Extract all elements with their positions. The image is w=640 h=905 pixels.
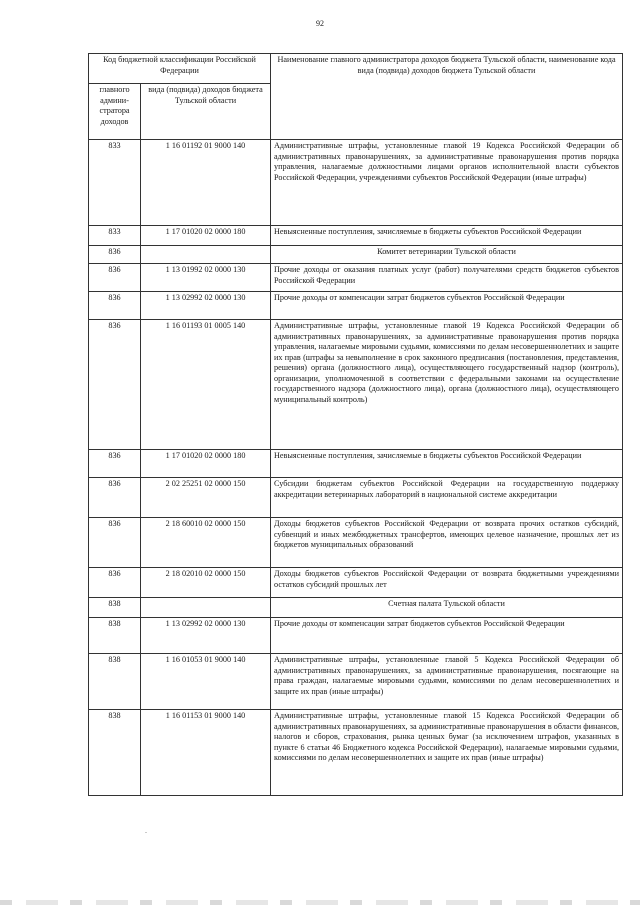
table-row xyxy=(89,710,623,796)
table-body xyxy=(89,140,623,796)
income-code-cell: 2 18 02010 02 0000 150 xyxy=(141,568,271,598)
table-row xyxy=(89,292,623,320)
income-name-cell: Административные штрафы, установленные главой 15 Кодекса Российской Федерации об административных правонарушениях, за административные правонарушения в области финансов, налогов и сборов, страхования, рынка ценных бумаг (за исключением штрафов, указанных в пункте 6 статьи 46 Бюджетного кодекса Российской Федерации), налагаемые мировыми судьями, комиссиями по делам несовершеннолетних и защите их прав (иные штрафы) xyxy=(271,710,623,796)
header-name-group: Наименование главного администратора доходов бюджета Тульской области, наименование кода вида (подвида) доходов бюджета Тульской области xyxy=(271,54,623,140)
administrator-section-title: Комитет ветеринарии Тульской области xyxy=(271,246,623,264)
income-name-cell: Невыясненные поступления, зачисляемые в бюджеты субъектов Российской Федерации xyxy=(271,226,623,246)
header-admin-column: главного админи-стратора доходов xyxy=(89,84,141,140)
admin-code-cell: 836 xyxy=(89,518,141,568)
admin-code-cell: 836 xyxy=(89,264,141,292)
scan-edge-artifact xyxy=(0,900,640,905)
table-row xyxy=(89,450,623,478)
admin-code-cell: 836 xyxy=(89,246,141,264)
table-row xyxy=(89,568,623,598)
table-row xyxy=(89,320,623,450)
income-code-cell: 1 16 01192 01 9000 140 xyxy=(141,140,271,226)
income-code-cell: 1 16 01193 01 0005 140 xyxy=(141,320,271,450)
empty-code-cell xyxy=(141,246,271,264)
admin-code-cell: 836 xyxy=(89,568,141,598)
admin-code-cell: 836 xyxy=(89,292,141,320)
empty-code-cell xyxy=(141,598,271,618)
admin-code-cell: 836 xyxy=(89,478,141,518)
table-row xyxy=(89,264,623,292)
admin-code-cell: 838 xyxy=(89,710,141,796)
admin-code-cell: 838 xyxy=(89,654,141,710)
admin-code-cell: 838 xyxy=(89,598,141,618)
page-number: 92 xyxy=(316,19,324,28)
income-name-cell: Доходы бюджетов субъектов Российской Федерации от возврата бюджетными учреждениями остатков субсидий прошлых лет xyxy=(271,568,623,598)
table-row xyxy=(89,478,623,518)
table-row xyxy=(89,654,623,710)
income-name-cell: Доходы бюджетов субъектов Российской Федерации от возврата прочих остатков субсидий, субвенций и иных межбюджетных трансфертов, имеющих целевое назначение, прошлых лет из бюджетов муниципальных образований xyxy=(271,518,623,568)
income-code-cell: 2 18 60010 02 0000 150 xyxy=(141,518,271,568)
income-name-cell: Административные штрафы, установленные главой 5 Кодекса Российской Федерации об административных правонарушениях, за административные правонарушения, посягающие на права граждан, налагаемые мировыми судьями, комиссиями по делам несовершеннолетних и защите их прав (иные штрафы) xyxy=(271,654,623,710)
budget-classification-table xyxy=(88,53,623,796)
admin-code-cell: 836 xyxy=(89,320,141,450)
header-type-column: вида (подвида) доходов бюджета Тульской области xyxy=(141,84,271,140)
income-code-cell: 1 13 02992 02 0000 130 xyxy=(141,292,271,320)
income-code-cell: 1 16 01153 01 9000 140 xyxy=(141,710,271,796)
admin-code-cell: 833 xyxy=(89,226,141,246)
income-name-cell: Субсидии бюджетам субъектов Российской Федерации на государственную поддержку аккредитации ветеринарных лабораторий в национальной системе аккредитации xyxy=(271,478,623,518)
admin-code-cell: 836 xyxy=(89,450,141,478)
income-name-cell: Прочие доходы от компенсации затрат бюджетов субъектов Российской Федерации xyxy=(271,618,623,654)
table-row xyxy=(89,226,623,246)
income-name-cell: Административные штрафы, установленные главой 19 Кодекса Российской Федерации об административных правонарушениях, за административные правонарушения против порядка управления, налагаемые должностными лицами органов исполнительной власти субъектов Российской Федерации, учреждениями субъектов Российской Федерации (иные штрафы) xyxy=(271,140,623,226)
section-row xyxy=(89,598,623,618)
income-name-cell: Прочие доходы от оказания платных услуг (работ) получателями средств бюджетов субъектов Российской Федерации xyxy=(271,264,623,292)
income-code-cell: 1 17 01020 02 0000 180 xyxy=(141,226,271,246)
admin-code-cell: 833 xyxy=(89,140,141,226)
table-row xyxy=(89,518,623,568)
income-name-cell: Прочие доходы от компенсации затрат бюджетов субъектов Российской Федерации xyxy=(271,292,623,320)
scan-artifact-mark: . xyxy=(145,826,147,835)
income-code-cell: 2 02 25251 02 0000 150 xyxy=(141,478,271,518)
administrator-section-title: Счетная палата Тульской области xyxy=(271,598,623,618)
income-name-cell: Невыясненные поступления, зачисляемые в бюджеты субъектов Российской Федерации xyxy=(271,450,623,478)
income-code-cell: 1 16 01053 01 9000 140 xyxy=(141,654,271,710)
income-code-cell: 1 13 01992 02 0000 130 xyxy=(141,264,271,292)
section-row xyxy=(89,246,623,264)
table-row xyxy=(89,140,623,226)
income-code-cell: 1 17 01020 02 0000 180 xyxy=(141,450,271,478)
header-code-group: Код бюджетной классификации Российской Федерации xyxy=(89,54,271,84)
admin-code-cell: 838 xyxy=(89,618,141,654)
income-code-cell: 1 13 02992 02 0000 130 xyxy=(141,618,271,654)
table-header-row xyxy=(89,54,623,84)
income-name-cell: Административные штрафы, установленные главой 19 Кодекса Российской Федерации об административных правонарушениях, за административные правонарушения против порядка управления, налагаемые мировыми судьями, комиссиями по делам несовершеннолетних и защите их прав (штрафы за невыполнение в срок законного предписания (постановления, представления, решения) органа (должностного лица), осуществляющего государственный надзор (контроль), организации, уполномоченной в соответствии с федеральными законами на осуществление государственного надзора (должностного лица), органа (должностного лица), осуществляющего муниципальный контроль) xyxy=(271,320,623,450)
table-row xyxy=(89,618,623,654)
